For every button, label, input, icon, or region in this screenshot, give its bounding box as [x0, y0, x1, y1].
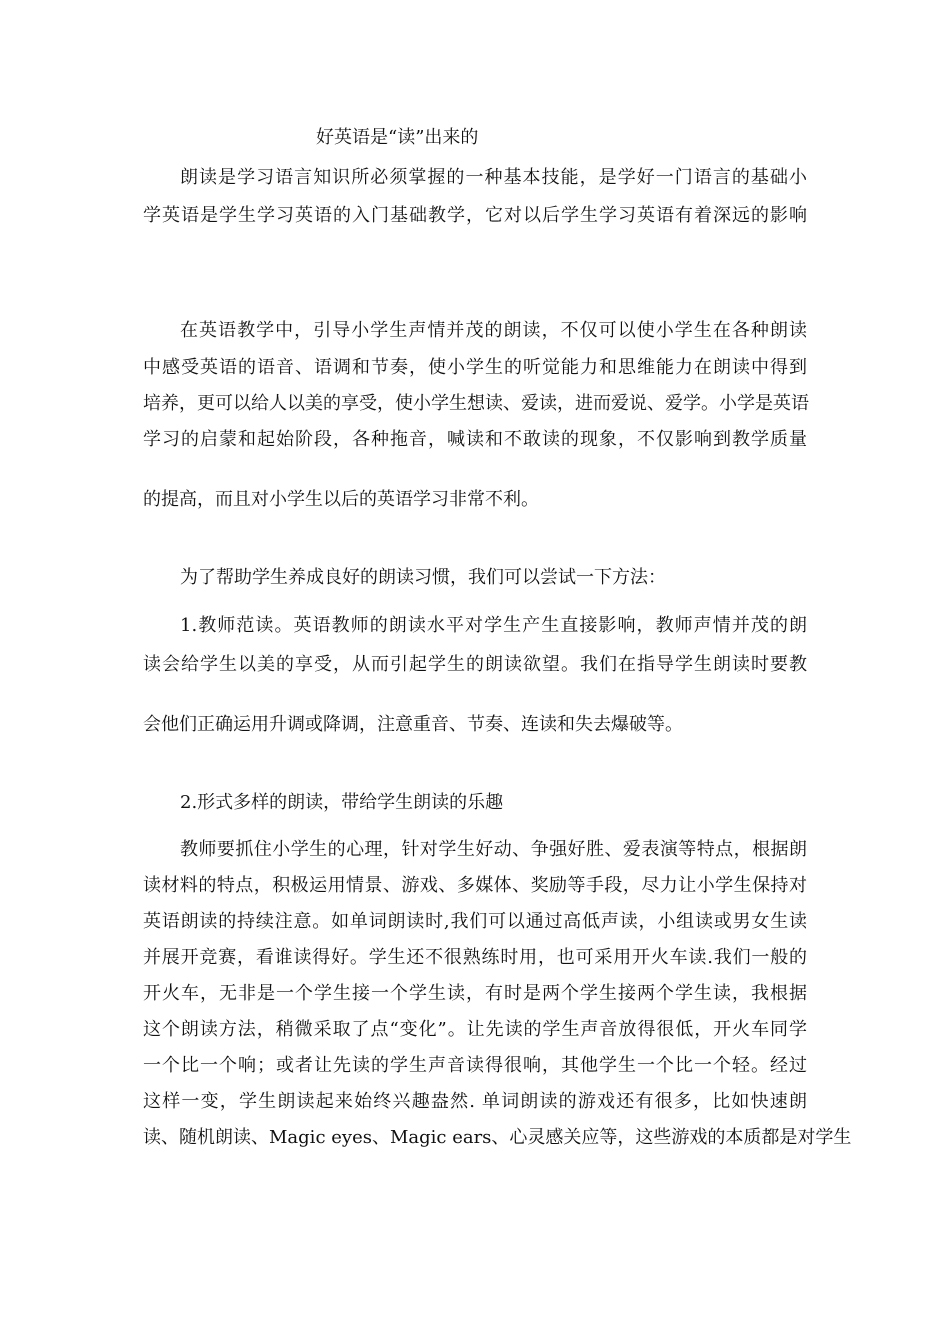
paragraph-line: 一个比一个响；或者让先读的学生声音读得很响，其他学生一个比一个轻。经过: [143, 1055, 807, 1076]
paragraph-line: 学习的启蒙和起始阶段，各种拖音，喊读和不敢读的现象，不仅影响到教学质量: [143, 429, 807, 450]
paragraph-line: 朗读是学习语言知识所必须掌握的一种基本技能，是学好一门语言的基础小: [180, 167, 807, 188]
paragraph-line: 在英语教学中，引导小学生声情并茂的朗读，不仅可以使小学生在各种朗读: [180, 320, 807, 341]
paragraph-line: 这样一变，学生朗读起来始终兴趣盎然. 单词朗读的游戏还有很多，比如快速朗: [143, 1091, 807, 1112]
paragraph-line: 英语朗读的持续注意。如单词朗读时,我们可以通过高低声读，小组读或男女生读: [143, 911, 807, 932]
section-heading: 2.形式多样的朗读，带给学生朗读的乐趣: [180, 792, 504, 813]
paragraph-line: 这个朗读方法，稍微采取了点“变化”。让先读的学生声音放得很低，开火车同学: [143, 1019, 807, 1040]
paragraph-line: 读会给学生以美的享受，从而引起学生的朗读欲望。我们在指导学生朗读时要教: [143, 654, 807, 675]
paragraph-line: 会他们正确运用升调或降调，注意重音、节奏、连读和失去爆破等。: [143, 714, 683, 735]
paragraph-line: 中感受英语的语音、语调和节奏，使小学生的听觉能力和思维能力在朗读中得到: [143, 357, 807, 378]
paragraph-line: 培养，更可以给人以美的享受，使小学生想读、爱读，进而爱说、爱学。小学是英语: [143, 393, 809, 414]
paragraph-line: 开火车，无非是一个学生接一个学生读，有时是两个学生接两个学生读，我根据: [143, 983, 807, 1004]
paragraph-line: 并展开竞赛，看谁读得好。学生还不很熟练时用，也可采用开火车读.我们一般的: [143, 947, 807, 968]
paragraph-line: 为了帮助学生养成良好的朗读习惯，我们可以尝试一下方法：: [180, 567, 666, 588]
paragraph-line: 读材料的特点，积极运用情景、游戏、多媒体、奖励等手段，尽力让小学生保持对: [143, 875, 807, 896]
paragraph-line: 读、随机朗读、Magic eyes、Magic ears、心灵感关应等，这些游戏的本质都是对学生: [143, 1127, 852, 1148]
document-title: 好英语是“读”出来的: [316, 127, 479, 148]
paragraph-line: 1.教师范读。英语教师的朗读水平对学生产生直接影响，教师声情并茂的朗: [180, 615, 807, 636]
paragraph-line: 学英语是学生学习英语的入门基础教学，它对以后学生学习英语有着深远的影响: [143, 205, 807, 226]
paragraph-line: 教师要抓住小学生的心理，针对学生好动、争强好胜、爱表演等特点，根据朗: [180, 839, 807, 860]
paragraph-line: 的提高，而且对小学生以后的英语学习非常不利。: [143, 489, 539, 510]
